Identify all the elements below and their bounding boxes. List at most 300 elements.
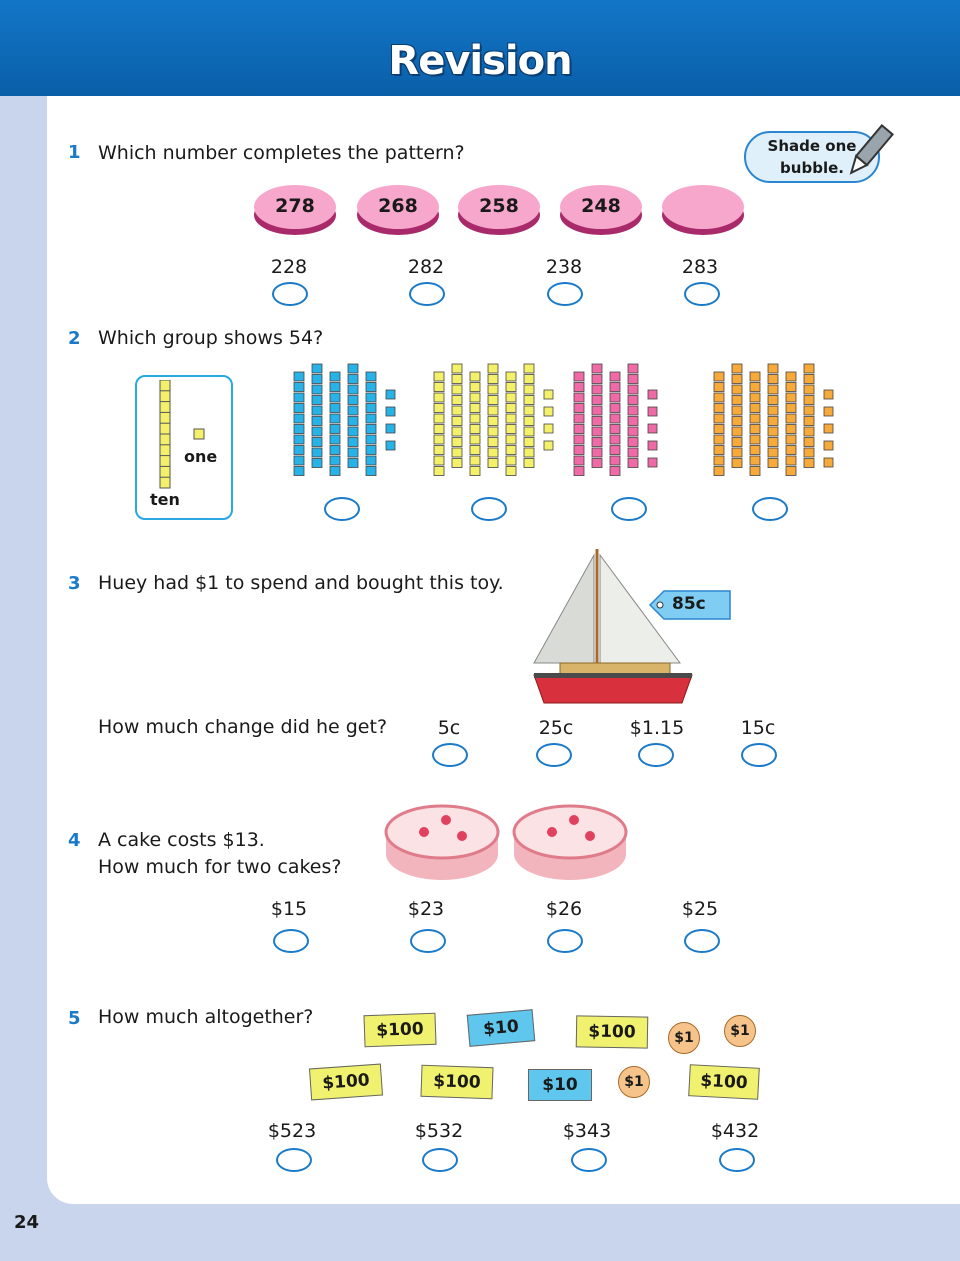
rod-cell: [732, 417, 742, 426]
rod-cell: [610, 383, 620, 392]
rod-cell: [750, 446, 760, 455]
q4-option-a-bubble[interactable]: [273, 929, 309, 953]
question-number-3: 3: [68, 573, 81, 594]
ten-rod-sample: [158, 380, 172, 490]
q1-option-d-bubble[interactable]: [684, 282, 720, 306]
question-number-2: 2: [68, 328, 81, 349]
rod-cell: [804, 375, 814, 384]
rod-cell: [804, 406, 814, 415]
rod-cell: [470, 456, 480, 465]
rod-cell: [470, 425, 480, 434]
ten-rod: [786, 372, 796, 476]
rod-cell: [330, 446, 340, 455]
rod-cell: [366, 414, 376, 423]
ten-rod: [750, 372, 760, 476]
rod-cell: [294, 456, 304, 465]
ten-rod: [592, 364, 602, 468]
ten-rod: [714, 372, 724, 476]
base-ten-groups: [280, 350, 860, 495]
rod-cell: [610, 446, 620, 455]
rod-cell: [768, 364, 778, 373]
q3-option-b-bubble[interactable]: [536, 743, 572, 767]
rod-cell: [452, 385, 462, 394]
rod-cell: [804, 427, 814, 436]
rod-cell: [524, 396, 534, 405]
rod-cell: [574, 467, 584, 476]
page-title: Revision: [388, 38, 572, 84]
rod-cell: [366, 435, 376, 444]
rod-cell: [714, 393, 724, 402]
one-cube: [544, 390, 553, 399]
q1-option-b-label: 282: [407, 256, 445, 278]
one-cube: [648, 390, 657, 399]
rod-cell: [524, 406, 534, 415]
q3-option-a-label: 5c: [437, 717, 461, 739]
q1-option-a-label: 228: [270, 256, 308, 278]
rod-cell: [366, 446, 376, 455]
rod-cell: [434, 404, 444, 413]
q4-option-b-bubble[interactable]: [410, 929, 446, 953]
rod-cell: [312, 427, 322, 436]
rod-cell: [750, 456, 760, 465]
rod-cell: [804, 364, 814, 373]
rod-cell: [768, 427, 778, 436]
rod-cell: [506, 425, 516, 434]
one-cube: [648, 424, 657, 433]
one-label: one: [184, 447, 218, 466]
one-cube: [544, 424, 553, 433]
q4-option-c-bubble[interactable]: [547, 929, 583, 953]
rod-cell: [488, 448, 498, 457]
q1-option-a-bubble[interactable]: [272, 282, 308, 306]
rod-cell: [628, 448, 638, 457]
rod-cell: [366, 372, 376, 381]
rod-cell: [506, 372, 516, 381]
cake-image-1: [384, 802, 502, 884]
rod-cell: [312, 396, 322, 405]
ten-rod: [768, 364, 778, 468]
q1-option-d-label: 283: [681, 256, 719, 278]
rod-cell: [330, 414, 340, 423]
rod-cell: [452, 438, 462, 447]
one-cube: [544, 407, 553, 416]
block-group-2: [434, 364, 553, 476]
q5-option-d-label: $432: [710, 1120, 760, 1142]
rod-cell: [506, 383, 516, 392]
rod-cell: [294, 404, 304, 413]
rod-cell: [366, 425, 376, 434]
q1-option-c-bubble[interactable]: [547, 282, 583, 306]
rod-cell: [506, 467, 516, 476]
rod-cell: [506, 414, 516, 423]
question-3-prompt: How much change did he get?: [98, 716, 388, 738]
ten-rod: [732, 364, 742, 468]
rod-cell: [750, 467, 760, 476]
pattern-value-2: 268: [378, 195, 418, 217]
rod-cell: [610, 372, 620, 381]
rod-cell: [294, 383, 304, 392]
q5-option-c-bubble[interactable]: [571, 1148, 607, 1172]
ten-rod: [524, 364, 534, 468]
q4-option-b-label: $23: [407, 898, 445, 920]
rod-cell: [714, 456, 724, 465]
ten-rod: [348, 364, 358, 468]
ten-rod: [330, 372, 340, 476]
rod-cell: [312, 385, 322, 394]
money-note-1: $100: [363, 1013, 436, 1047]
question-number-4: 4: [68, 830, 81, 851]
question-3-text: Huey had $1 to spend and bought this toy.: [98, 572, 504, 594]
rod-cell: [294, 393, 304, 402]
rod-cell: [592, 364, 602, 373]
rod-cell: [452, 448, 462, 457]
q3-option-a-bubble[interactable]: [432, 743, 468, 767]
money-note-3: $100: [576, 1015, 649, 1048]
money-coin-1: $1: [668, 1022, 700, 1054]
rod-cell: [768, 396, 778, 405]
page-number: 24: [14, 1212, 40, 1233]
rod-cell: [786, 404, 796, 413]
rod-cell: [294, 435, 304, 444]
rod-cell: [488, 417, 498, 426]
price-tag-label: 85c: [672, 594, 706, 614]
one-cube: [386, 424, 395, 433]
rod-cell: [786, 435, 796, 444]
rod-cell: [768, 417, 778, 426]
rod-cell: [506, 393, 516, 402]
rod-cell: [714, 372, 724, 381]
q3-option-c-bubble[interactable]: [638, 743, 674, 767]
rod-cell: [294, 467, 304, 476]
rod-cell: [294, 372, 304, 381]
rod-cell: [750, 383, 760, 392]
rod-cell: [312, 364, 322, 373]
rod-cell: [366, 456, 376, 465]
q3-option-d-bubble[interactable]: [741, 743, 777, 767]
ten-rod: [434, 372, 444, 476]
toy-sailboat-image: [512, 545, 702, 710]
q5-option-a-bubble[interactable]: [276, 1148, 312, 1172]
rod-cell: [524, 448, 534, 457]
rod-cell: [714, 467, 724, 476]
rod-cell: [750, 393, 760, 402]
rod-cell: [488, 396, 498, 405]
one-cube: [386, 441, 395, 450]
rod-cell: [506, 456, 516, 465]
rod-cell: [768, 438, 778, 447]
rod-cell: [786, 414, 796, 423]
question-2-text: Which group shows 54?: [98, 327, 324, 349]
rod-cell: [452, 459, 462, 468]
rod-cell: [732, 364, 742, 373]
rod-cell: [434, 383, 444, 392]
rod-cell: [732, 459, 742, 468]
rod-cell: [330, 393, 340, 402]
rod-cell: [488, 364, 498, 373]
q5-option-d-bubble[interactable]: [719, 1148, 755, 1172]
rod-cell: [732, 385, 742, 394]
rod-cell: [768, 448, 778, 457]
rod-cell: [786, 446, 796, 455]
question-number-5: 5: [68, 1008, 81, 1029]
ten-rod: [470, 372, 480, 476]
rod-cell: [488, 375, 498, 384]
rod-cell: [574, 414, 584, 423]
q1-option-c-label: 238: [545, 256, 583, 278]
ten-rod: [804, 364, 814, 468]
rod-cell: [786, 467, 796, 476]
rod-cell: [768, 375, 778, 384]
rod-cell: [452, 417, 462, 426]
q4-option-d-bubble[interactable]: [684, 929, 720, 953]
rod-cell: [628, 417, 638, 426]
one-cube: [824, 441, 833, 450]
rod-cell: [348, 417, 358, 426]
rod-cell: [452, 427, 462, 436]
q4-option-c-label: $26: [545, 898, 583, 920]
money-note-7: $100: [688, 1064, 760, 1100]
rod-cell: [348, 459, 358, 468]
rod-cell: [610, 456, 620, 465]
rod-cell: [750, 414, 760, 423]
rod-cell: [768, 406, 778, 415]
rod-cell: [330, 425, 340, 434]
rod-cell: [714, 446, 724, 455]
rod-cell: [452, 396, 462, 405]
rod-cell: [786, 393, 796, 402]
rod-cell: [470, 383, 480, 392]
ten-rod: [452, 364, 462, 468]
rod-cell: [470, 393, 480, 402]
rod-cell: [330, 383, 340, 392]
rod-cell: [330, 404, 340, 413]
rod-cell: [524, 385, 534, 394]
ten-rod: [294, 372, 304, 476]
rod-cell: [312, 448, 322, 457]
rod-cell: [366, 393, 376, 402]
rod-cell: [628, 364, 638, 373]
rod-cell: [768, 459, 778, 468]
rod-cell: [452, 375, 462, 384]
rod-cell: [592, 396, 602, 405]
rod-cell: [294, 446, 304, 455]
rod-cell: [610, 414, 620, 423]
one-cube: [824, 407, 833, 416]
rod-cell: [750, 372, 760, 381]
q2-option-b-bubble[interactable]: [471, 497, 507, 521]
rod-cell: [294, 414, 304, 423]
rod-cell: [348, 448, 358, 457]
rod-cell: [732, 406, 742, 415]
pattern-value-3: 258: [479, 195, 519, 217]
rod-cell: [628, 438, 638, 447]
rod-cell: [610, 404, 620, 413]
q5-option-c-label: $343: [562, 1120, 612, 1142]
rod-cell: [592, 417, 602, 426]
rod-cell: [628, 459, 638, 468]
hint-line-1: Shade one: [767, 137, 857, 155]
ten-rod: [312, 364, 322, 468]
rod-cell: [804, 396, 814, 405]
rod-cell: [750, 425, 760, 434]
rod-cell: [524, 417, 534, 426]
rod-cell: [714, 414, 724, 423]
cake-image-2: [512, 802, 630, 884]
rod-cell: [366, 404, 376, 413]
rod-cell: [348, 375, 358, 384]
rod-cell: [786, 372, 796, 381]
rod-cell: [592, 438, 602, 447]
money-note-5: $100: [420, 1065, 493, 1099]
rod-cell: [366, 467, 376, 476]
rod-cell: [506, 446, 516, 455]
question-number-1: 1: [68, 142, 81, 163]
rod-cell: [628, 396, 638, 405]
rod-cell: [524, 375, 534, 384]
rod-cell: [434, 435, 444, 444]
rod-cell: [488, 406, 498, 415]
ten-rod: [488, 364, 498, 468]
q5-option-b-bubble[interactable]: [422, 1148, 458, 1172]
rod-cell: [732, 427, 742, 436]
money-note-4: $100: [309, 1064, 383, 1101]
q3-option-b-label: 25c: [538, 717, 574, 739]
rod-cell: [628, 375, 638, 384]
rod-cell: [470, 372, 480, 381]
rod-cell: [470, 404, 480, 413]
one-cube: [386, 390, 395, 399]
rod-cell: [366, 383, 376, 392]
rod-cell: [574, 393, 584, 402]
rod-cell: [348, 438, 358, 447]
one-cube: [824, 458, 833, 467]
rod-cell: [434, 393, 444, 402]
rod-cell: [768, 385, 778, 394]
rod-cell: [592, 375, 602, 384]
pattern-value-1: 278: [275, 195, 315, 217]
rod-cell: [804, 438, 814, 447]
q1-option-b-bubble[interactable]: [409, 282, 445, 306]
rod-cell: [574, 425, 584, 434]
rod-cell: [330, 467, 340, 476]
rod-cell: [732, 448, 742, 457]
money-coin-2: $1: [724, 1015, 756, 1047]
rod-cell: [750, 404, 760, 413]
block-group-4: [714, 364, 833, 476]
question-4-text-line-2: How much for two cakes?: [98, 856, 342, 878]
ten-rod: [366, 372, 376, 476]
ten-rod: [610, 372, 620, 476]
rod-cell: [524, 427, 534, 436]
q4-option-a-label: $15: [270, 898, 308, 920]
rod-cell: [434, 446, 444, 455]
question-4-text-line-1: A cake costs $13.: [98, 829, 265, 851]
q5-option-b-label: $532: [414, 1120, 464, 1142]
q3-option-d-label: 15c: [740, 717, 776, 739]
q2-option-a-bubble[interactable]: [324, 497, 360, 521]
rod-cell: [348, 406, 358, 415]
rod-cell: [312, 406, 322, 415]
rod-cell: [804, 448, 814, 457]
rod-cell: [470, 414, 480, 423]
block-group-1: [294, 364, 395, 476]
rod-cell: [732, 375, 742, 384]
rod-cell: [574, 435, 584, 444]
pattern-disc-blank: [661, 183, 745, 237]
rod-cell: [804, 459, 814, 468]
rod-cell: [804, 385, 814, 394]
rod-cell: [348, 396, 358, 405]
rod-cell: [434, 425, 444, 434]
rod-cell: [488, 385, 498, 394]
ten-rod: [574, 372, 584, 476]
rod-cell: [732, 396, 742, 405]
rod-cell: [488, 438, 498, 447]
rod-cell: [732, 438, 742, 447]
rod-cell: [434, 456, 444, 465]
rod-cell: [804, 417, 814, 426]
rod-cell: [312, 375, 322, 384]
rod-cell: [452, 364, 462, 373]
rod-cell: [574, 456, 584, 465]
rod-cell: [592, 448, 602, 457]
money-note-6: $10: [528, 1069, 592, 1101]
rod-cell: [312, 438, 322, 447]
q5-option-a-label: $523: [267, 1120, 317, 1142]
one-cube: [648, 458, 657, 467]
rod-cell: [628, 427, 638, 436]
pattern-value-4: 248: [581, 195, 621, 217]
rod-cell: [610, 435, 620, 444]
rod-cell: [574, 383, 584, 392]
rod-cell: [610, 393, 620, 402]
rod-cell: [714, 404, 724, 413]
rod-cell: [524, 459, 534, 468]
money-coin-3: $1: [618, 1066, 650, 1098]
one-cube-sample: [193, 428, 205, 440]
q2-option-c-bubble[interactable]: [611, 497, 647, 521]
one-cube: [648, 407, 657, 416]
q3-option-c-label: $1.15: [629, 717, 685, 739]
one-cube: [544, 441, 553, 450]
pencil-icon: [842, 120, 898, 184]
one-cube: [386, 407, 395, 416]
rod-cell: [330, 435, 340, 444]
rod-cell: [348, 427, 358, 436]
rod-cell: [786, 383, 796, 392]
rod-cell: [488, 427, 498, 436]
rod-cell: [592, 459, 602, 468]
rod-cell: [750, 435, 760, 444]
rod-cell: [714, 383, 724, 392]
ten-rod: [506, 372, 516, 476]
rod-cell: [434, 467, 444, 476]
rod-cell: [506, 404, 516, 413]
q2-option-d-bubble[interactable]: [752, 497, 788, 521]
block-group-3: [574, 364, 657, 476]
rod-cell: [524, 438, 534, 447]
rod-cell: [610, 425, 620, 434]
rod-cell: [628, 406, 638, 415]
question-5-text: How much altogether?: [98, 1006, 314, 1028]
rod-cell: [348, 385, 358, 394]
one-cube: [824, 424, 833, 433]
rod-cell: [574, 372, 584, 381]
rod-cell: [312, 459, 322, 468]
one-cube: [824, 390, 833, 399]
rod-cell: [610, 467, 620, 476]
rod-cell: [294, 425, 304, 434]
